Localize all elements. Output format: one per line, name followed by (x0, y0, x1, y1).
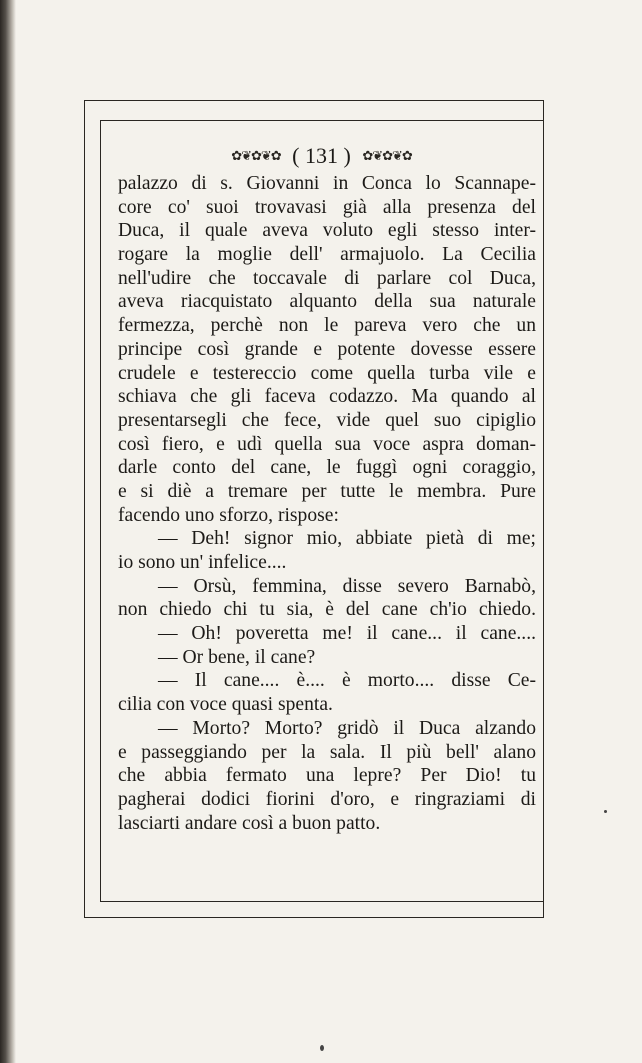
book-spine-shadow (0, 0, 16, 1063)
text-line: rogare la moglie dell' armajuolo. La Cecilia (118, 244, 536, 266)
dialogue-line: — Morto? Morto? gridò il Duca alzando (158, 717, 536, 739)
dialogue-line: — Or bene, il cane? (158, 646, 316, 668)
text-line: aveva riacquistato alquanto della sua naturale (118, 291, 536, 313)
text-line: Duca, il quale aveva voluto egli stesso inter- (118, 220, 536, 242)
ink-speck (604, 810, 607, 813)
text-line: e si diè a tremare per tutte le membra. Pure (118, 480, 536, 502)
text-line: principe così grande e potente dovesse essere (118, 338, 536, 360)
page-number-value: 131 (305, 142, 338, 168)
text-line: cilia con voce quasi spenta. (118, 694, 333, 716)
page-number: ( 131 ) (292, 142, 351, 168)
text-line: fermezza, perchè non le pareva vero che un (118, 315, 536, 337)
ornament-right-icon: ✿❦✿❦✿ (362, 147, 412, 163)
ink-speck (320, 1045, 324, 1051)
text-line: e passeggiando per la sala. Il più bell' alano (118, 741, 536, 763)
text-line: facendo uno sforzo, rispose: (118, 504, 339, 526)
dialogue-line: — Deh! signor mio, abbiate pietà di me; (158, 528, 536, 550)
text-line: core co' suoi trovavasi già alla presenza del (118, 196, 536, 218)
text-line: io sono un' infelice.... (118, 552, 287, 573)
text-line: presentarsegli che fece, vide quel suo cipiglio (118, 409, 536, 431)
dialogue-line: — Oh! poveretta me! il cane... il cane.... (158, 623, 536, 645)
dialogue-line: — Orsù, femmina, disse severo Barnabò, (158, 575, 536, 597)
text-line: palazzo di s. Giovanni in Conca lo Scannape- (118, 173, 536, 194)
text-line: nell'udire che toccavale di parlare col Duca, (118, 267, 536, 289)
text-line: così fiero, e udì quella sua voce aspra doman- (118, 433, 536, 455)
text-line: crudele e testereccio come quella turba vile e (118, 362, 536, 384)
text-line: lasciarti andare così a buon patto. (118, 812, 381, 834)
ornament-left-icon: ✿❦✿❦✿ (231, 147, 281, 163)
text-line: non chiedo chi tu sia, è del cane ch'io chiedo. (118, 599, 536, 621)
text-line: pagherai dodici fiorini d'oro, e ringraziami di (118, 788, 536, 810)
text-line: che abbia fermato una lepre? Per Dio! tu (118, 765, 536, 787)
text-line: darle conto del cane, le fuggì ogni coraggio, (118, 457, 536, 479)
dialogue-line: — Il cane.... è.... è morto.... disse Ce- (158, 670, 536, 692)
text-line: schiava che gli faceva codazzo. Ma quando al (118, 386, 536, 408)
body-text (118, 172, 536, 835)
page-header (100, 140, 543, 168)
